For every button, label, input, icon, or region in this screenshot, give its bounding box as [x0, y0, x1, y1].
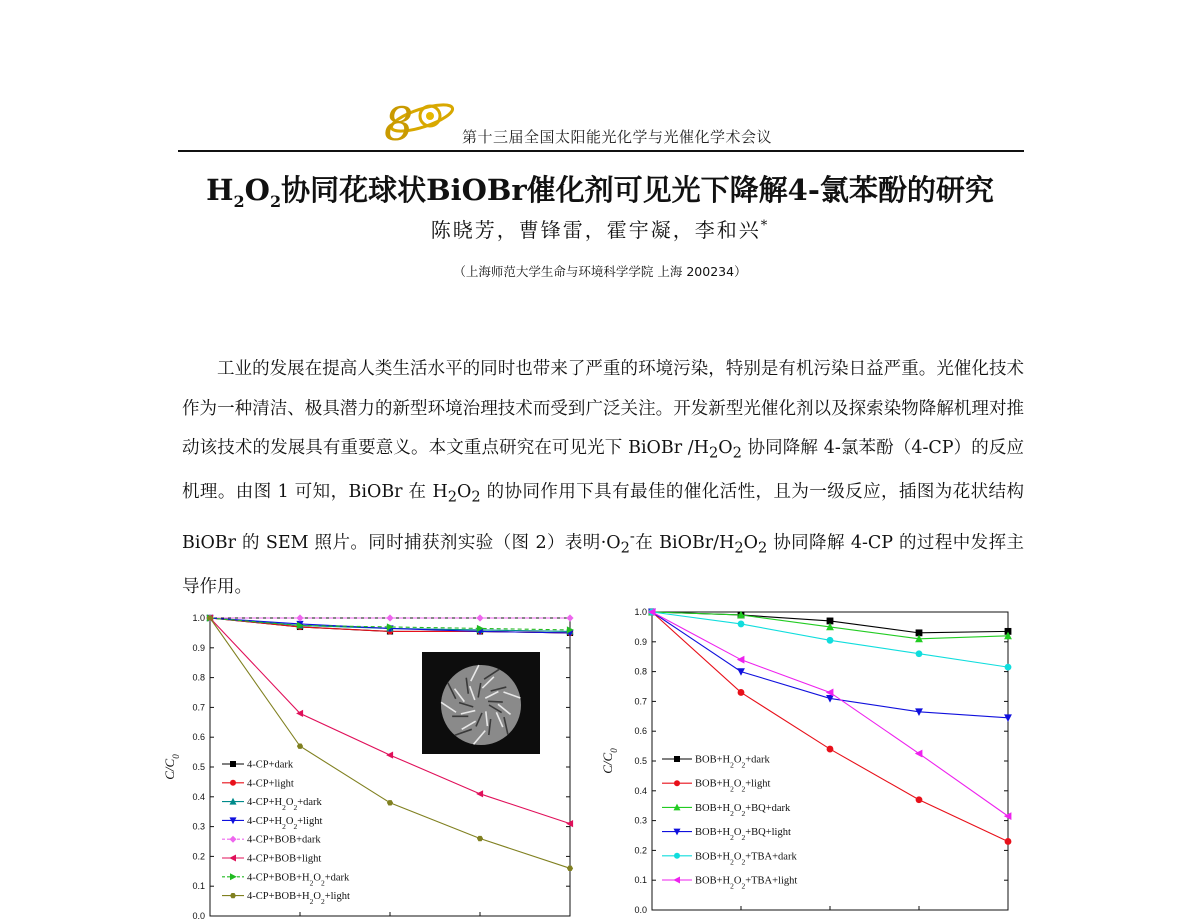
data-point — [738, 689, 745, 696]
data-point — [476, 790, 483, 797]
y-tick-label: 0.4 — [634, 785, 647, 796]
figure-2-chart — [596, 598, 1026, 920]
conference-logo — [378, 88, 458, 146]
y-tick-label: 0.1 — [634, 875, 647, 886]
legend — [222, 760, 350, 906]
legend-marker — [229, 855, 236, 862]
y-tick-label: 0.8 — [634, 666, 647, 677]
data-point — [738, 621, 745, 628]
paper-title: $H_2O_2$协同花球状BiOBr催化剂可见光下降解4-氯苯酚的研究 — [206, 173, 994, 211]
svg-text:8: 8 — [384, 97, 414, 146]
y-tick-label: 0.3 — [192, 821, 205, 832]
y-tick-label: 0.7 — [192, 702, 205, 713]
legend-label: $BOB+H_2O_2+TBA+dark$ — [695, 851, 797, 866]
y-tick-label: 1.0 — [634, 607, 647, 617]
legend-marker — [230, 873, 237, 880]
legend — [662, 755, 797, 891]
y-tick-label: 0.2 — [634, 845, 647, 856]
y-axis-label: $C/C_0$ — [600, 748, 619, 774]
figure-1 — [160, 600, 580, 920]
y-axis-label: $C/C_0$ — [162, 754, 181, 780]
data-point — [477, 836, 483, 841]
data-point — [827, 746, 834, 753]
legend-label: $4-CP+BOB+H_2O_2+light$ — [247, 891, 350, 906]
author-list: 陈晓芳，曹锋雷，霍宇凝，李和兴* — [430, 218, 770, 242]
y-tick-label: 0.4 — [192, 791, 205, 802]
y-tick-label: 0.0 — [192, 911, 205, 920]
data-point — [386, 614, 393, 621]
data-point — [476, 614, 483, 621]
figure-2 — [596, 598, 1026, 920]
y-tick-label: 0.9 — [192, 642, 205, 653]
petal — [488, 701, 503, 702]
data-point — [566, 614, 573, 621]
legend-label: 4-CP+BOB+dark — [247, 834, 321, 846]
legend-label: $4-CP+BOB+H_2O_2+dark$ — [247, 872, 350, 887]
data-point — [737, 656, 745, 664]
legend-label: 4-CP+dark — [247, 759, 294, 771]
figure-1-chart — [160, 600, 580, 920]
y-tick-label: 0.2 — [192, 851, 205, 862]
y-tick-label: 0.8 — [192, 672, 205, 683]
data-point — [1004, 714, 1012, 722]
y-tick-label: 0.9 — [634, 636, 647, 647]
data-point — [296, 614, 303, 621]
legend-marker — [230, 836, 237, 843]
data-point — [386, 751, 393, 758]
y-tick-label: 0.3 — [634, 815, 647, 826]
sem-inset-image — [422, 652, 540, 754]
y-tick-label: 0.5 — [192, 762, 205, 772]
legend-label: $4-CP+H_2O_2+light$ — [247, 815, 323, 831]
legend-label: $BOB+H_2O_2+light$ — [695, 778, 771, 794]
flower-sphere — [441, 665, 521, 745]
legend-label: $4-CP+H_2O_2+dark$ — [247, 797, 322, 812]
data-point — [1005, 838, 1012, 845]
legend-marker — [673, 877, 680, 884]
y-tick-label: 1.0 — [192, 613, 205, 623]
y-tick-label: 0.7 — [634, 696, 647, 707]
series-bob-h2o2-dark — [649, 609, 1012, 637]
affiliation: （上海师范大学生命与环境科学学院 上海 200234） — [453, 264, 747, 279]
header-rule — [178, 150, 1024, 152]
legend-marker — [230, 780, 236, 786]
abstract-paragraph: 工业的发展在提高人类生活水平的同时也带来了严重的环境污染，特别是有机污染日益严重。光催化技术作为一种清洁、极具潜力的新型环境治理技术而受到广泛关注。开发新型光催化剂以及探索染物降解机理对推动该技术的发展具有重要意义。本文重点研究在可见光下 BiOBr $/H_2O_2$ 协同降解 4-氯苯酚（4-CP）的反应机理。由图 1 可知，BiOBr 在 $H_2O_2$ 的协同作用下具有最佳的催化活性，且为一级反应，插图为花状结构 BiOBr 的 SEM 照片。同时捕获剂实验（图 2）表明$\cdot O_2^-$在 BiOBr/$H_2O_2$ 协同降解 4-CP 的过程中发挥主导作用。 — [182, 359, 1025, 597]
data-point — [827, 637, 834, 644]
legend-label: 4-CP+light — [247, 778, 294, 790]
legend-marker — [674, 756, 680, 762]
legend-marker — [230, 893, 236, 898]
y-tick-label: 0.5 — [634, 756, 647, 766]
legend-label: $BOB+H_2O_2+dark$ — [695, 754, 770, 769]
y-tick-label: 0.6 — [634, 726, 647, 737]
legend-label: 4-CP+BOB+light — [247, 853, 322, 865]
legend-marker — [674, 853, 680, 859]
y-tick-label: 0.0 — [634, 905, 647, 915]
conference-name: 第十三届全国太阳能光化学与光催化学术会议 — [462, 128, 773, 146]
y-tick-label: 0.1 — [192, 881, 205, 892]
legend-marker — [230, 761, 236, 767]
legend-label: $BOB+H_2O_2+BQ+dark$ — [695, 802, 791, 818]
data-point — [916, 796, 923, 803]
y-tick-label: 0.6 — [192, 732, 205, 743]
legend-label: $BOB+H_2O_2+TBA+light$ — [695, 875, 798, 890]
legend-label: $BOB+H_2O_2+BQ+light$ — [695, 827, 791, 842]
data-point — [1005, 664, 1012, 671]
legend-marker — [674, 780, 680, 786]
data-point — [916, 650, 923, 657]
data-point — [567, 866, 573, 871]
series-4-cp-bob-dark — [206, 614, 573, 621]
